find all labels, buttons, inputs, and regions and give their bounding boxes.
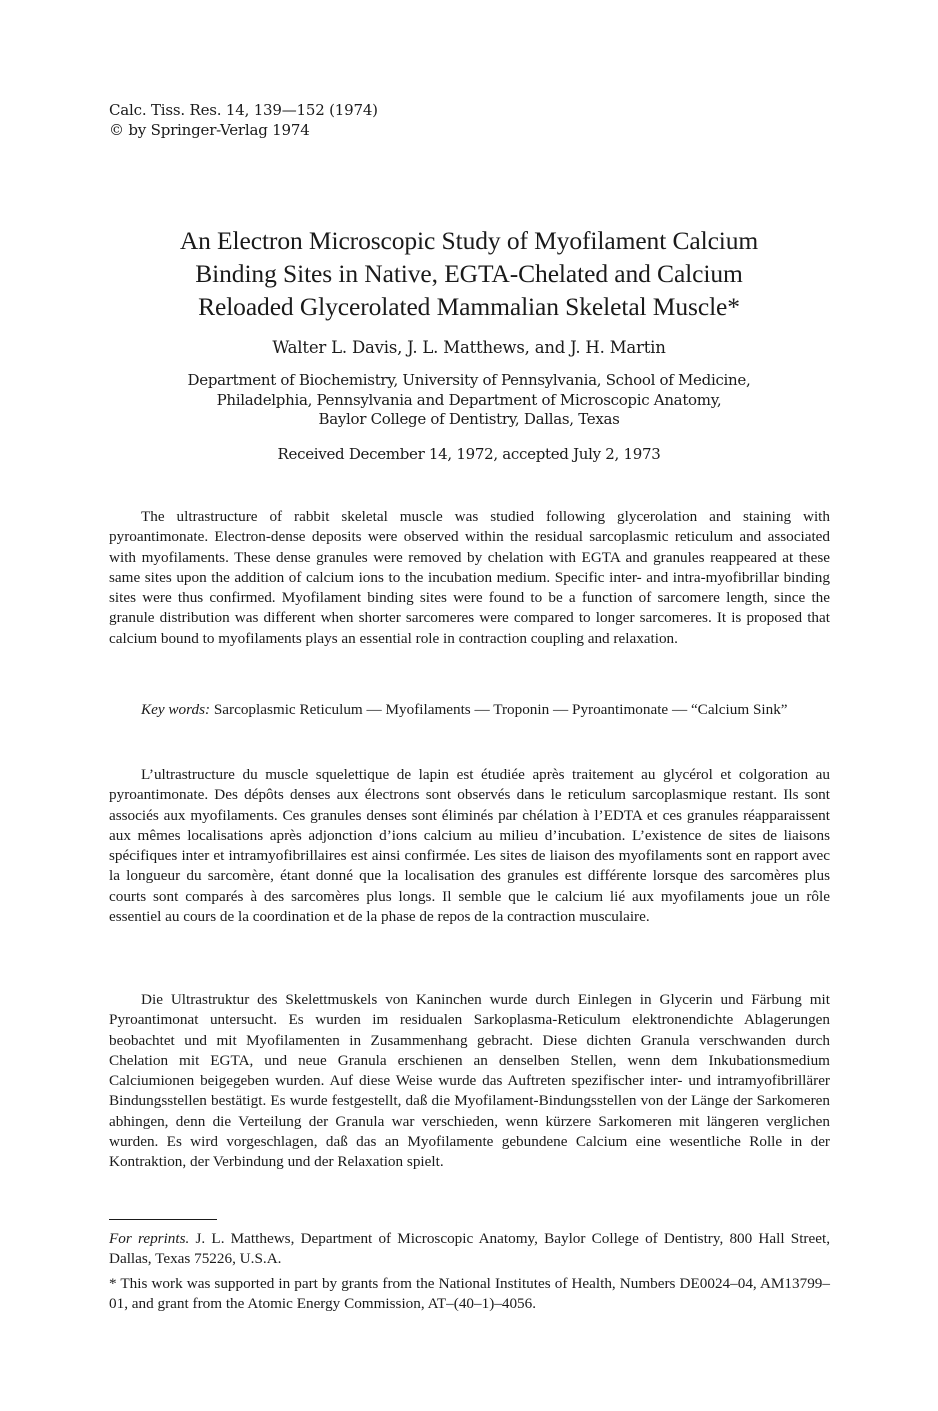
keywords-text: Sarcoplasmic Reticulum — Myofilaments — Troponin — Pyroantimonate — “Calcium Sink” xyxy=(210,701,788,718)
affiliation-line-2: Philadelphia, Pennsylvania and Department of Microscopic Anatomy, xyxy=(216,390,722,409)
authors: Walter L. Davis, J. L. Matthews, and J. H. Martin xyxy=(272,338,666,357)
footnotes xyxy=(109,1229,830,1314)
abstract-french-text: L’ultrastructure du muscle squelettique de lapin est étudiée après traitement au glycérol et colgoration au pyroantimonate. Des dépôts denses aux électrons sont observés dans le reticulum sarcoplasmique restant. Ils sont associés aux myofilaments. Ces granules denses sont éliminés par chélation à l’EDTA et ces granules réapparaissent aux mêmes localisations après adjonction d’ions calcium au milieu d’incubation. L’existence de sites de liaisons spécifiques inter et intramyofibrillaires est ainsi confirmée. Les sites de liaison des myofilaments sont en rapport avec la longueur du sarcomère, étant donné que la localisation des granules est différente lorsque des sarcomères plus courts sont comparés à des sarcomères plus longs. Il semble que le calcium lié aux myofilaments joue un rôle essentiel au cours de la coordination et de la phase de repos de la contraction musculaire. xyxy=(109,766,830,926)
journal-header xyxy=(109,100,378,140)
abstract-english-text: The ultrastructure of rabbit skeletal muscle was studied following glycerolation and staining with pyroantimonate. Electron-dense deposits were observed within the residual sarcoplasmic reticulum and associated with myofilaments. These dense granules were removed by chelation with EGTA and granules reappeared at these same sites upon the addition of calcium ions to the incubation medium. Specific inter- and intra-myofibrillar binding sites were thus confirmed. Myofilament binding sites were found to be a function of sarcomere length, since the granule distribution was different when shorter sarcomeres were compared to longer sarcomeres. It is proposed that calcium bound to myofilaments plays an essential role in contraction coupling and relaxation. xyxy=(109,508,830,647)
abstract-french xyxy=(109,765,830,927)
title-line-3: Reloaded Glycerolated Mammalian Skeletal Muscle* xyxy=(198,292,740,321)
affiliation-line-1: Department of Biochemistry, University of Pennsylvania, School of Medicine, xyxy=(187,371,751,389)
reprints-text: J. L. Matthews, Department of Microscopic Anatomy, Baylor College of Dentistry, 800 Hall Street, Dallas, Texas 75226, U.S.A. xyxy=(109,1230,830,1268)
footnote-reprints xyxy=(109,1229,830,1270)
reprints-label: For reprints. xyxy=(109,1230,190,1247)
abstract-german xyxy=(109,990,830,1173)
footnote-divider xyxy=(109,1219,217,1220)
journal-citation: Calc. Tiss. Res. 14, 139—152 (1974) xyxy=(109,101,378,119)
paper-title xyxy=(100,224,838,323)
affiliation-line-3: Baylor College of Dentistry, Dallas, Texas xyxy=(318,410,620,428)
title-line-2: Binding Sites in Native, EGTA-Chelated and Calcium xyxy=(195,259,743,288)
abstract-german-text: Die Ultrastruktur des Skelettmuskels von Kaninchen wurde durch Einlegen in Glycerin und Färbung mit Pyroantimonat untersucht. Es wurden im residualen Sarkoplasma-Reticulum elektronendichte Ablagerungen beobachtet und mit Myofilamenten in Zusammenhang gebracht. Diese dichten Granula verschwanden durch Chelation mit EGTA, und neue Granula erschienen an denselben Stellen, wenn dem Inkubationsmedium Calciumionen beigegeben wurden. Auf diese Weise wurde das Auftreten spezifischer inter- und intramyofibrillärer Bindungsstellen bestätigt. Es wurde festgestellt, daß die Myofilament-Bindungsstellen von der Länge der Sarkomeren abhingen, denn die Verteilung der Granula war verschieden, wenn kürzere Sarkomeren mit längeren verglichen wurden. Es wird vorgeschlagen, daß das an Myofilamente gebundene Calcium eine wesentliche Rolle in der Kontraktion, der Verbindung und der Relaxation spielt. xyxy=(109,991,830,1171)
keywords-label: Key words: xyxy=(141,701,211,718)
title-line-1: An Electron Microscopic Study of Myofilament Calcium xyxy=(179,226,759,255)
title-block xyxy=(100,224,838,464)
received-date: Received December 14, 1972, accepted July 2, 1973 xyxy=(277,444,661,463)
affiliation xyxy=(100,371,838,430)
abstract-english xyxy=(109,507,830,649)
footnote-funding: * This work was supported in part by grants from the National Institutes of Health, Numbers DE0024–04, AM13799–01, and grant from the Atomic Energy Commission, AT–(40–1)–4056. xyxy=(109,1274,830,1312)
journal-copyright: © by Springer-Verlag 1974 xyxy=(109,121,310,139)
keywords xyxy=(109,700,830,720)
